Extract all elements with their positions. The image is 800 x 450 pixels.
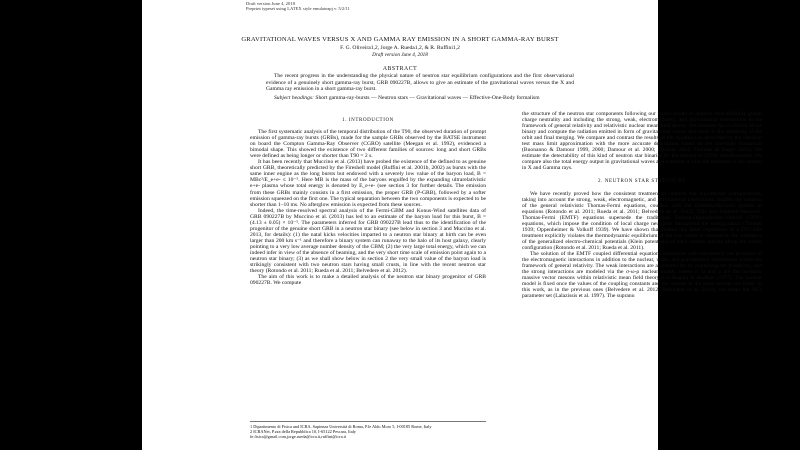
author-list: F. G. Oliveira1,2, Jorge A. Rueda1,2, & R. Ruffini1,2	[340, 45, 460, 51]
right-column	[522, 111, 762, 299]
paragraph: It has been recently that Muccino et al. (2013) have probed the existence of the defined to as genuine short GRB, theoretically predicted by the Fireshell model (Ruffini et al. 2001b, 2002) as bursts with the same inner engine as the long bursts but endowed with a severely low value of the baryon load, B = MBc²/E_e+e- ≤ 10⁻⁵. Here MB is the mass of the baryons engulfed by the expanding ultrarelativistic e+e- plasma whose total energy is denoted by E_e+e- (see section 3 for further details. The emission from these GRBs mainly consists in a first emission, the proper GRB (P-GRB), followed by a softer emission squeezed on the first one. The typical separation between the two components is expected to be shorter than 1–10 ms. No afterglow emission is expected from these sources.	[250, 159, 486, 208]
draft-version: Draft version June 4, 2018	[372, 52, 428, 58]
footnote-emails: fe.fisica@gmail.com,jorge.rueda@icra.it,ruffini@icra.it	[250, 434, 347, 440]
paper-page	[142, 0, 762, 450]
draft-date-line: Draft version June 4, 2018	[246, 1, 295, 6]
paragraph: The solution of the EMTF coupled differential equations introduces self-consistently the presence of the electromagnetic interactions in addition to the nuclear, weak, and gravitational interactions within the framework of general relativity. The weak interactions are accounted for by requesting the β-stability, and the strong interactions are modeled via the σ-ω-ρ nuclear model, where σ, ω and ρ are the mediator massive vector mesons within relativistic mean field theory à la Boguta & Bodmer (1977). The nuclear model is fixed once the values of the coupling constants and the masses of the three mesons are fixed: in this work, as in the previous ones (Belvedere et al. 2012; Belvedere et al. 2014), we adopt the NL3 parameter set (Lalazissis et al. 1997). The supranu	[522, 250, 762, 300]
paper-title: GRAVITATIONAL WAVES VERSUS X AND GAMMA RAY EMISSION IN A SHORT GAMMA-RAY BURST	[241, 36, 559, 43]
left-column	[250, 118, 486, 286]
footnote-affiliation-2: 2 ICRANet, P.zza della Repubblica 10, I-65122 Pescara, Italy	[250, 429, 356, 435]
section-heading-introduction: 1. INTRODUCTION	[342, 118, 394, 123]
footnote-affiliation-1: 1 Dipartimento di Fisica and ICRA, Sapienza Università di Roma, P.le Aldo Moro 5, I-00185 Rome, Italy	[250, 424, 432, 429]
paragraph: the structure of the neutron star components following our recent model of neutron stars fulfilling global charge neutrality and including the strong, weak, electromagnetic, and gravitational interactions in the framework of general relativity and relativistic nuclear mean field theory. We simulate the evolution of the binary and compute the radiation emitted in form of gravitational waves that leads to the shrinking of the orbit and final merging. We compare and contrast the results of the dynamics as described by the classical test mass limit approximation with the more accurate description based on the one-body formalism (Buonanno & Damour 1999, 2000; Damour et al. 2000; Damour 2001; Damour & Nagar 2010). We estimate the detectability of this kind of neutron star binaries by the Advanced LIGO interferometer. We compare also the total energy output in gravitational waves and compare it with the emission of the system in X and Gamma rays.	[522, 111, 762, 172]
preprint-typeset-line: Preprint typeset using LATEX style emulateapj v. 5/2/11	[246, 6, 350, 12]
subject-headings	[266, 95, 574, 102]
paragraph: The first systematic analysis of the temporal distribution of the T90, the observed duration of prompt emission of gamma-ray bursts (GRBs), made for the sample GRBs observed by the BATSE instrument on board the Compton Gamma-Ray Observer (CGRO) satellite (Meegan et al. 1992), evidenced a bimodal shape. This showed the existence of two different families of sources: long and short GRBs were defined as being longer or shorter than T90 = 2 s.	[250, 129, 486, 160]
paragraph: We have recently proved how the consistent treatment of neutron star equilibrium configurations, taking into account the strong, weak, electromagnetic, and gravitational interactions, implies the solution of the general relativistic Thomas-Fermi equations, coupled with the Einstein-Maxwell system of equations (Rotondo et al. 2011; Rueda et al. 2011; Belvedere et al. 2012). This new Einstein-Maxwell-Thomas-Fermi (EMTF) equations supersede the traditional Tolman-Oppenheimer-Volkoff (TOV) equations, which impose the condition of local charge neutrality throughout the configuration (Tolman 1939; Oppenheimer & Volkoff 1939). We have shown that indeed this latter imposition of a TOV-like treatment explicitly violates the thermodynamic equilibrium of the star, which is ensured by the constancy of the generalized electro-chemical potentials (Klein potentials) of each system species along the whole configuration (Rotondo et al. 2011; Rueda et al. 2011).	[522, 190, 762, 251]
footnotes	[250, 421, 486, 440]
abstract-text: The recent progress in the understanding the physical nature of neutron star equilibrium configurations and the first observational evidence of a genuinely short gamma-ray burst, GRB 090227B, allows to give an estimate of the gravitational waves versus the X and Gamma ray emission in a short gamma-ray burst.	[266, 73, 574, 93]
subject-headings-list: Short gamma-ray-bursts — Neutron stars — Gravitational waves — Effective-One-Body formalism	[315, 95, 540, 101]
paragraph: The aim of this work is to make a detailed analysis of the neutron star binary progenitor of GRB 090227B. We compute	[250, 274, 486, 287]
preprint-header	[246, 1, 350, 11]
paragraph: Indeed, the time-resolved spectral analysis of the Fermi-GBM and Konus-Wind satellites data of GRB 090227B by Muccino et al. (2013) has led to an estimate of the baryon load for this burst, B = (4.13 ± 0.05) × 10⁻⁵. The parameters inferred for GRB 090227B lead thus to the identification of the progenitor of the genuine short GRB in a neutron star binary (see below in section 3 and Muccino et al. 2013, for details): (1) the natal kicks velocities imparted to a neutron star binary at birth can be even larger than 200 km s⁻¹ and therefore a binary system can runaway to the halo of its host galaxy, clearly pointing to a very low average number density of the CBM; (2) the very large total energy, which we can indeed infer in view of the absence of beaming, and the very short time scale of emission point again to a neutron star binary; (3) as we shall show below in section 2 the very small value of the baryon load is strikingly consistent with two neutron stars having small crusts, in line with the recent neutron star theory (Rotondo et al. 2011; Rueda et al. 2011; Belvedere et al. 2012).	[250, 207, 486, 275]
abstract-heading: ABSTRACT	[382, 66, 418, 72]
section-heading-neutron-star-structure: 2. NEUTRON STAR STRUCTURE	[598, 179, 686, 185]
subject-headings-label: Subject headings:	[274, 95, 314, 101]
